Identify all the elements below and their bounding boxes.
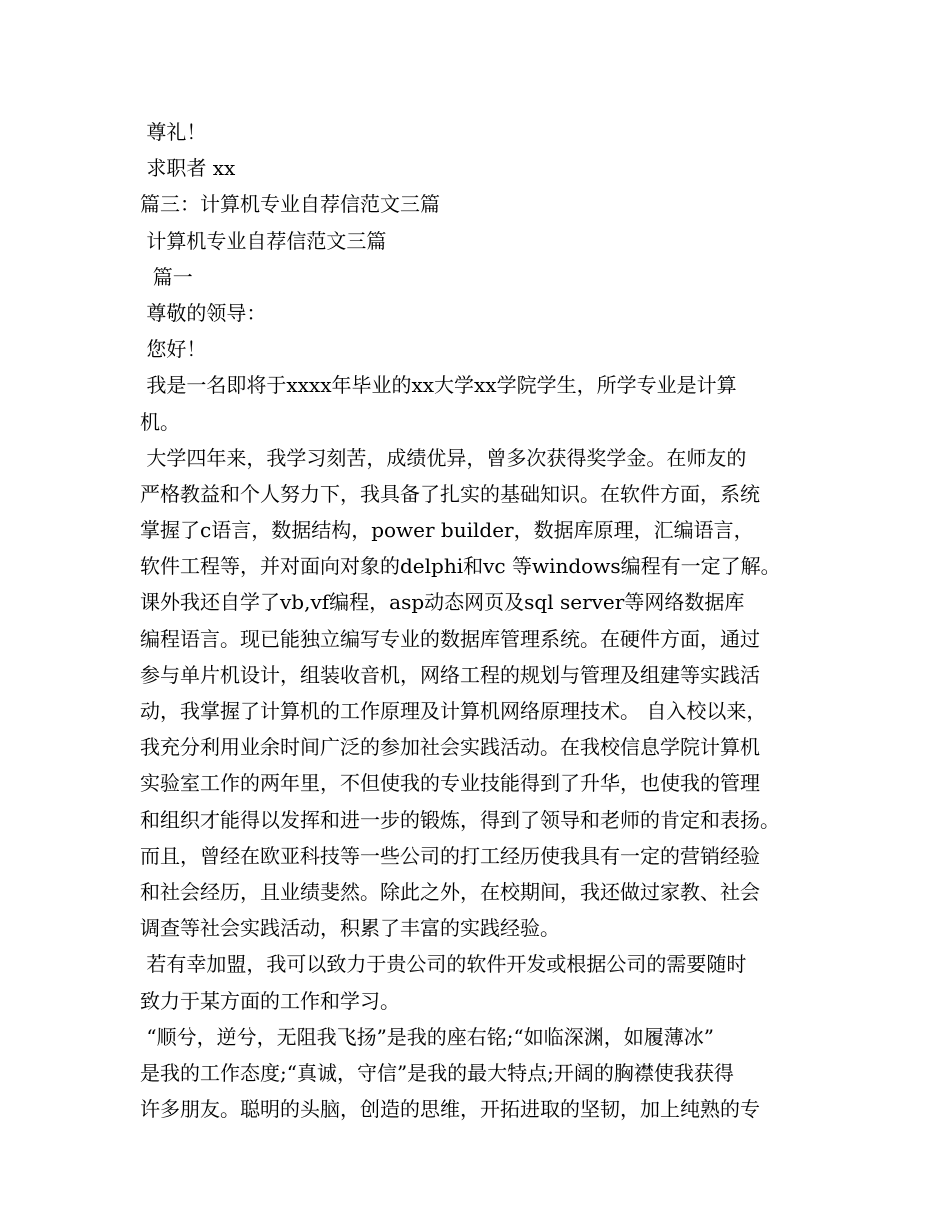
- text-line: 求职者 xx: [140, 156, 236, 181]
- text-line: 和社会经历，且业绩斐然。除此之外，在校期间，我还做过家教、社会: [140, 879, 760, 904]
- text-line: 掌握了c语言，数据结构，power builder，数据库原理，汇编语言，: [140, 518, 754, 543]
- letter-title: 计算机专业自荐信范文三篇: [140, 228, 387, 253]
- text-line: 大学四年来，我学习刻苦，成绩优异，曾多次获得奖学金。在师友的: [140, 445, 747, 470]
- text-line: 动，我掌握了计算机的工作原理及计算机网络原理技术。 自入校以来，: [140, 699, 767, 723]
- document-body: [140, 114, 830, 1127]
- text-line: 致力于某方面的工作和学习。: [140, 988, 400, 1013]
- letter-subtitle: 篇一: [140, 264, 193, 289]
- text-line: “顺兮，逆兮，无阻我飞扬”是我的座右铭;“如临深渊，如履薄冰”: [140, 1024, 714, 1049]
- text-line: 我是一名即将于xxxx年毕业的xx大学xx学院学生，所学专业是计算: [140, 373, 737, 398]
- text-line: 机。: [140, 409, 180, 434]
- text-line: 严格教益和个人努力下，我具备了扎实的基础知识。在软件方面，系统: [140, 481, 760, 506]
- text-line: 软件工程等，并对面向对象的delphi和vc 等windows编程有一定了解。: [140, 554, 781, 579]
- text-line: 课外我还自学了vb,vf编程，asp动态网页及sql server等网络数据库: [140, 590, 745, 615]
- text-line: 若有幸加盟，我可以致力于贵公司的软件开发或根据公司的需要随时: [140, 952, 747, 977]
- text-line: 调查等社会实践活动，积累了丰富的实践经验。: [140, 916, 560, 941]
- text-line: 尊礼！: [140, 120, 207, 144]
- text-line: 实验室工作的两年里，不但使我的专业技能得到了升华，也使我的管理: [140, 771, 760, 796]
- text-line: 是我的工作态度;“真诚，守信”是我的最大特点;开阔的胸襟使我获得: [140, 1060, 734, 1085]
- text-line: 和组织才能得以发挥和进一步的锻炼，得到了领导和老师的肯定和表扬。: [140, 807, 780, 832]
- section-heading: 篇三：计算机专业自荐信范文三篇: [140, 192, 440, 217]
- text-line: 参与单片机设计，组装收音机，网络工程的规划与管理及组建等实践活: [140, 662, 760, 687]
- salutation: 尊敬的领导：: [140, 300, 267, 325]
- greeting: 您好！: [140, 337, 207, 362]
- text-line: 编程语言。现已能独立编写专业的数据库管理系统。在硬件方面，通过: [140, 626, 760, 651]
- text-line: 我充分利用业余时间广泛的参加社会实践活动。在我校信息学院计算机: [140, 735, 760, 760]
- text-line: 而且，曾经在欧亚科技等一些公司的打工经历使我具有一定的营销经验: [140, 843, 760, 868]
- text-line: 许多朋友。聪明的头脑，创造的思维，开拓进取的坚韧，加上纯熟的专: [140, 1097, 760, 1122]
